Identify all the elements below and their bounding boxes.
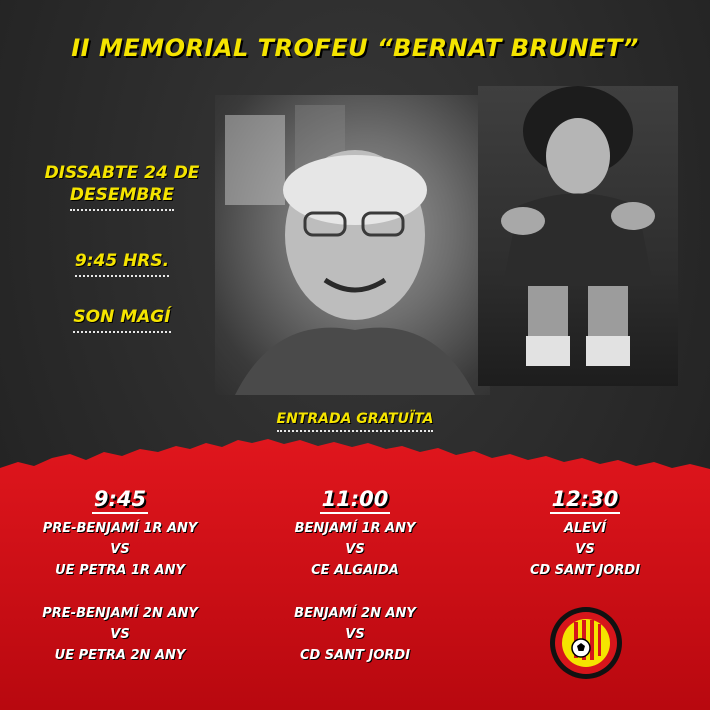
- match-vs: VS: [345, 542, 365, 557]
- match-away: UE PETRA 1R ANY: [55, 563, 185, 578]
- vintage-football-photo-icon: [478, 86, 678, 386]
- slot-time-1-text: 9:45: [92, 487, 148, 514]
- event-title: II MEMORIAL TROFEU “BERNAT BRUNET”: [71, 34, 639, 62]
- free-entry-label: [0, 411, 710, 432]
- match-away: CD SANT JORDI: [299, 648, 411, 663]
- match-away: CD SANT JORDI: [529, 563, 641, 578]
- match-home: PRE-BENJAMÍ 1R ANY: [42, 521, 198, 536]
- match-away: UE PETRA 2N ANY: [54, 648, 186, 663]
- match-vs: VS: [345, 627, 365, 642]
- free-entry-text: ENTRADA GRATUÏTA: [277, 411, 434, 432]
- match-2-1: [240, 518, 470, 581]
- event-time: [22, 250, 222, 277]
- slot-time-1: [5, 487, 235, 514]
- event-time-text: 9:45 HRS.: [75, 250, 169, 277]
- match-2-2: [240, 603, 470, 666]
- club-crest-icon: [549, 606, 623, 680]
- slot-time-2-text: 11:00: [320, 487, 391, 514]
- match-home: PRE-BENJAMÍ 2N ANY: [42, 606, 198, 621]
- event-venue: [22, 306, 222, 333]
- portrait-photo: [215, 95, 490, 395]
- match-home: ALEVÍ: [563, 521, 607, 536]
- match-home: BENJAMÍ 1R ANY: [294, 521, 416, 536]
- event-venue-text: SON MAGÍ: [73, 306, 170, 333]
- match-vs: VS: [110, 627, 130, 642]
- portrait-photo-icon: [215, 95, 490, 395]
- match-1-2: [5, 603, 235, 666]
- slot-time-3-text: 12:30: [550, 487, 621, 514]
- match-vs: VS: [110, 542, 130, 557]
- match-1-1: [5, 518, 235, 581]
- event-date-line2: DESEMBRE: [70, 184, 174, 211]
- match-3-1: [470, 518, 700, 581]
- match-vs: VS: [575, 542, 595, 557]
- event-date: [22, 162, 222, 211]
- slot-time-2: [240, 487, 470, 514]
- vintage-football-photo: [478, 86, 678, 386]
- slot-time-3: [470, 487, 700, 514]
- match-home: BENJAMÍ 2N ANY: [294, 606, 416, 621]
- event-date-line1: DISSABTE 24 DE: [44, 163, 200, 183]
- match-away: CE ALGAIDA: [311, 563, 399, 578]
